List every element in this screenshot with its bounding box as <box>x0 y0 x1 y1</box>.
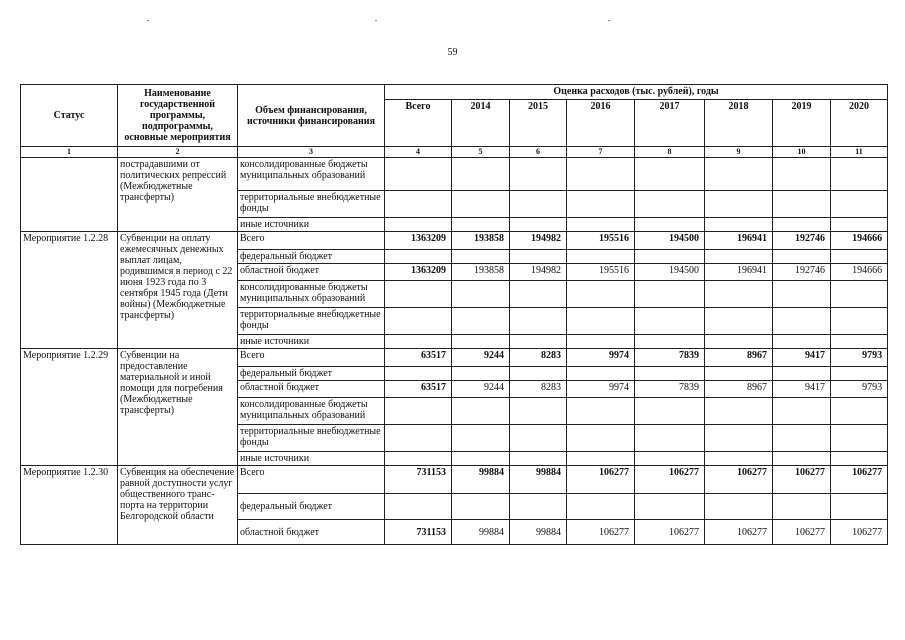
row-status <box>21 158 118 232</box>
source-label: Всего <box>238 232 385 250</box>
value-cell: 8967 <box>705 381 773 398</box>
value-cell: 9974 <box>567 381 635 398</box>
source-label: консолидированные бюджеты муниципальных образований <box>238 158 385 191</box>
header-estimate: Оценка расходов (тыс. рублей), годы <box>385 85 888 100</box>
source-label: областной бюджет <box>238 520 385 545</box>
page-number: 59 <box>447 47 458 58</box>
value-cell: 9244 <box>452 349 510 367</box>
value-cell: 99884 <box>452 466 510 494</box>
source-label: иные источники <box>238 335 385 349</box>
value-cell: 9793 <box>831 349 888 367</box>
value-cell: 106277 <box>831 466 888 494</box>
value-cell: 106277 <box>705 520 773 545</box>
column-number: 3 <box>238 147 385 158</box>
value-cell: 106277 <box>773 520 831 545</box>
source-label: территориальные внебюджетные фонды <box>238 308 385 335</box>
value-cell: 7839 <box>635 349 705 367</box>
source-label: консолидированные бюджеты муниципальных образований <box>238 281 385 308</box>
source-label: областной бюджет <box>238 381 385 398</box>
header-year: 2019 <box>773 100 831 147</box>
source-label: территориальные внебюджетные фонды <box>238 425 385 452</box>
source-label: Всего <box>238 349 385 367</box>
value-cell: 106277 <box>705 466 773 494</box>
source-label: Всего <box>238 466 385 494</box>
header-year: 2014 <box>452 100 510 147</box>
value-cell: 106277 <box>773 466 831 494</box>
header-total: Всего <box>385 100 452 147</box>
column-number: 7 <box>567 147 635 158</box>
budget-table <box>20 84 888 545</box>
value-cell: 193858 <box>452 264 510 281</box>
column-number: 10 <box>773 147 831 158</box>
column-number: 4 <box>385 147 452 158</box>
value-cell: 8283 <box>510 349 567 367</box>
header-year: 2016 <box>567 100 635 147</box>
value-cell: 99884 <box>510 466 567 494</box>
value-cell: 8967 <box>705 349 773 367</box>
value-cell: 9417 <box>773 349 831 367</box>
source-label: областной бюджет <box>238 264 385 281</box>
value-cell: 9244 <box>452 381 510 398</box>
column-number: 5 <box>452 147 510 158</box>
row-status: Мероприятие 1.2.29 <box>21 349 118 466</box>
value-cell: 194500 <box>635 264 705 281</box>
source-label: федеральный бюджет <box>238 367 385 381</box>
value-cell: 99884 <box>510 520 567 545</box>
value-cell: 8283 <box>510 381 567 398</box>
header-year: 2018 <box>705 100 773 147</box>
value-cell: 1363209 <box>385 264 452 281</box>
value-cell: 99884 <box>452 520 510 545</box>
header-year: 2015 <box>510 100 567 147</box>
header-financing: Объем финансирования, источники финансирования <box>238 85 385 147</box>
value-cell: 194666 <box>831 232 888 250</box>
value-cell: 106277 <box>567 466 635 494</box>
value-cell: 194982 <box>510 232 567 250</box>
value-cell: 194666 <box>831 264 888 281</box>
value-cell: 106277 <box>635 466 705 494</box>
value-cell: 9417 <box>773 381 831 398</box>
source-label: иные источники <box>238 218 385 232</box>
column-number: 6 <box>510 147 567 158</box>
value-cell: 1363209 <box>385 232 452 250</box>
row-name: Субвенции на предоставление материальной и иной помощи для погребения (Межбюджетные трансферты) <box>118 349 238 466</box>
row-name: Субвенции на оплату ежемесячных денежных выплат лицам, родившимся в период с 22 июня 1923 года по 3 сентября 1945 года (Дети войны) (Межбюджетные трансферты) <box>118 232 238 349</box>
source-label: консолидированные бюджеты муниципальных образований <box>238 398 385 425</box>
source-label: федеральный бюджет <box>238 250 385 264</box>
value-cell: 196941 <box>705 264 773 281</box>
value-cell: 731153 <box>385 466 452 494</box>
value-cell: 196941 <box>705 232 773 250</box>
value-cell: 63517 <box>385 349 452 367</box>
value-cell: 106277 <box>567 520 635 545</box>
value-cell: 195516 <box>567 232 635 250</box>
column-number: 11 <box>831 147 888 158</box>
value-cell: 192746 <box>773 232 831 250</box>
value-cell: 193858 <box>452 232 510 250</box>
value-cell: 195516 <box>567 264 635 281</box>
column-number: 1 <box>21 147 118 158</box>
value-cell: 63517 <box>385 381 452 398</box>
value-cell: 194982 <box>510 264 567 281</box>
source-label: территориальные внебюджетные фонды <box>238 191 385 218</box>
column-number: 2 <box>118 147 238 158</box>
header-year: 2020 <box>831 100 888 147</box>
value-cell: 106277 <box>831 520 888 545</box>
header-status: Статус <box>21 85 118 147</box>
row-name: Субвенция на обеспечение равной доступности услуг общественного транс-порта на территории Белгородской области <box>118 466 238 545</box>
header-year: 2017 <box>635 100 705 147</box>
column-number: 9 <box>705 147 773 158</box>
value-cell: 731153 <box>385 520 452 545</box>
value-cell: 9974 <box>567 349 635 367</box>
value-cell: 9793 <box>831 381 888 398</box>
column-number: 8 <box>635 147 705 158</box>
row-status: Мероприятие 1.2.28 <box>21 232 118 349</box>
value-cell: 7839 <box>635 381 705 398</box>
source-label: федеральный бюджет <box>238 494 385 520</box>
row-status: Мероприятие 1.2.30 <box>21 466 118 545</box>
header-name: Наименование государственной программы, подпрограммы, основные мероприятия <box>118 85 238 147</box>
value-cell: 192746 <box>773 264 831 281</box>
value-cell: 194500 <box>635 232 705 250</box>
value-cell: 106277 <box>635 520 705 545</box>
row-name: пострадавшими от политических репрессий (Межбюджетные трансферты) <box>118 158 238 232</box>
source-label: иные источники <box>238 452 385 466</box>
